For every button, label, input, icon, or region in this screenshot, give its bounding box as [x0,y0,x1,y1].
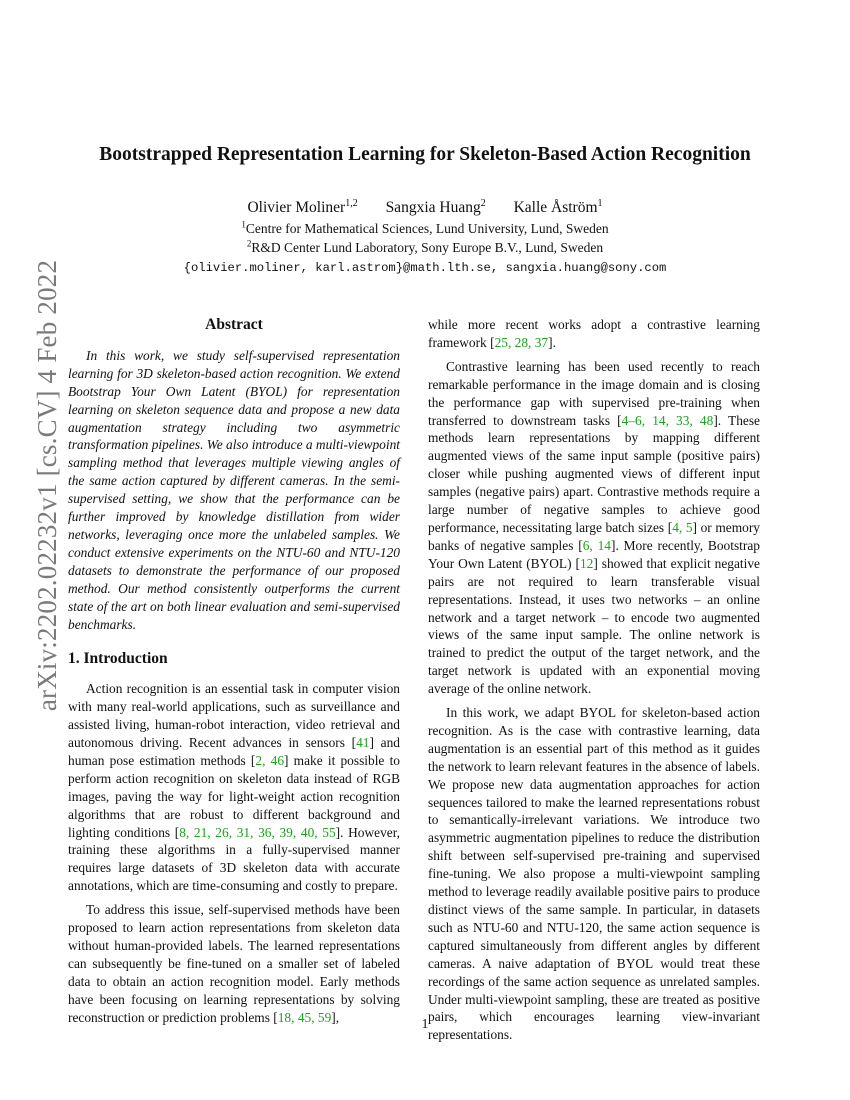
arxiv-id: arXiv:2202.02232v1 [cs.CV] 4 Feb 2022 [32,259,63,711]
body-paragraph: Contrastive learning has been used recently to reach remarkable performance in the image domain and is closing the performance gap with supervised pre-training when transferred to downstream tasks [4–6, 14, 33, 48]. These methods learn representations by mapping different augmented views of the same input sample (positive pairs) closer while pushing augmented views of different input samples (negative pairs) apart. Contrastive methods require a large number of negative samples to achieve good performance, necessitating large batch sizes [4, 5] or memory banks of negative samples [6, 14]. More recently, Bootstrap Your Own Latent (BYOL) [12] showed that explicit negative pairs are not required to learn transferable visual representations. Instead, it uses two networks – an online network and a target network – to encode two augmented views of the same input sample. The online network is trained to predict the output of the target network, and the target network is updated with an exponential moving average of the online network. [428,358,761,697]
paper-title: Bootstrapped Representation Learning for Skeleton-Based Action Recognition [99,144,751,165]
affiliation: $^1$Centre for Mathematical Sciences, Lund University, Lund, Sweden [241,219,609,236]
citation-link[interactable]: 6, 14 [582,537,611,553]
page-number: 1 [421,1016,429,1031]
affiliation: $^2$R&D Center Lund Laboratory, Sony Europe B.V., Lund, Sweden [246,238,604,255]
citation-link[interactable]: 8, 21, 26, 31, 36, 39, 40, 55 [179,824,336,840]
abstract-heading: Abstract [205,316,263,333]
right-column [428,316,760,1050]
intro-paragraph: Action recognition is an essential task in computer vision with many real-world applications, such as surveillance and assisted living, human-robot interaction, video retrieval and autonomous driving. Recent advances in sensors [41] and human pose estimation methods [2, 46] make it possible to perform action recognition on skeleton data instead of RGB images, paving the way for light-weight action recognition algorithms that are robust to different background and lighting conditions [8, 21, 26, 31, 36, 39, 40, 55]. However, training these algorithms in a fully-supervised manner requires large datasets of 3D skeleton data with accurate annotations, which are time-consuming and costly to prepare. [68,681,401,894]
citation-link[interactable]: 18, 45, 59 [277,1009,332,1025]
author: Olivier Moliner$^{1,2}$ [247,197,358,216]
intro-paragraph: To address this issue, self-supervised methods have been proposed to learn action representations from skeleton data without human-provided labels. The learned representations can subsequently be fine-tuned on a smaller set of labeled data to obtain an action recognition model. Early methods have been focusing on learning representations by solving reconstruction or prediction problems [18, 45, 59], [68,902,400,1025]
citation-link[interactable]: 12 [579,555,594,571]
author: Kalle Åström$^1$ [513,197,603,216]
citation-link[interactable]: 25, 28, 37 [494,334,549,350]
author-emails: {olivier.moliner, karl.astrom}@math.lth.se, sangxia.huang@sony.com [183,261,667,275]
arxiv-stamp [22,259,74,711]
author: Sangxia Huang$^2$ [385,197,486,216]
body-paragraph: In this work, we adapt BYOL for skeleton-based action recognition. As is the case with contrastive learning, data augmentation is an essential part of this method as it guides the network to learn relevant features in the absence of labels. We propose new data augmentation approaches for action sequences tailored to make the learned representations robust to semantically-irrelevant variations. We introduce two asymmetric augmentation pipelines to reduce the distribution shift between self-supervised pre-training and supervised fine-tuning. We also propose a multi-viewpoint sampling method to leverage readily available positive pairs to produce distinct views of the same sample. In particular, in datasets such as NTU-60 and NTU-120, the same action sequence is captured simultaneously from different angles by different cameras. A naive adaptation of BYOL would treat these recordings of the same action sequence as unrelated samples. Under multi-viewpoint sampling, these are treated as positive pairs, which encourages learning view-invariant representations. [428,705,760,1043]
citation-link[interactable]: 4–6, 14, 33, 48 [621,412,714,428]
citation-link[interactable]: 41 [356,735,370,751]
author-list [60,199,790,217]
left-column [68,316,400,1033]
section-heading-introduction: 1. Introduction [68,650,168,668]
citation-link[interactable]: 2, 46 [255,752,285,768]
body-paragraph: while more recent works adopt a contrastive learning framework [25, 28, 37]. [428,317,760,350]
abstract-text: In this work, we study self-supervised representation learning for 3D skeleton-based action recognition. We extend Bootstrap Your Own Latent (BYOL) for representation learning on skeleton sequence data and propose a new data augmentation strategy including two asymmetric transformation pipelines. We also introduce a multi-viewpoint sampling method that leverages multiple viewing angles of the same action captured by different cameras. In the semi-supervised setting, we show that the performance can be further improved by knowledge distillation from wider networks, leveraging once more the unlabeled samples. We conduct extensive experiments on the NTU-60 and NTU-120 datasets to demonstrate the performance of our proposed method. Our method consistently outperforms the current state of the art on both linear evaluation and semi-supervised benchmarks. [68,347,400,632]
citation-link[interactable]: 4, 5 [672,519,693,535]
